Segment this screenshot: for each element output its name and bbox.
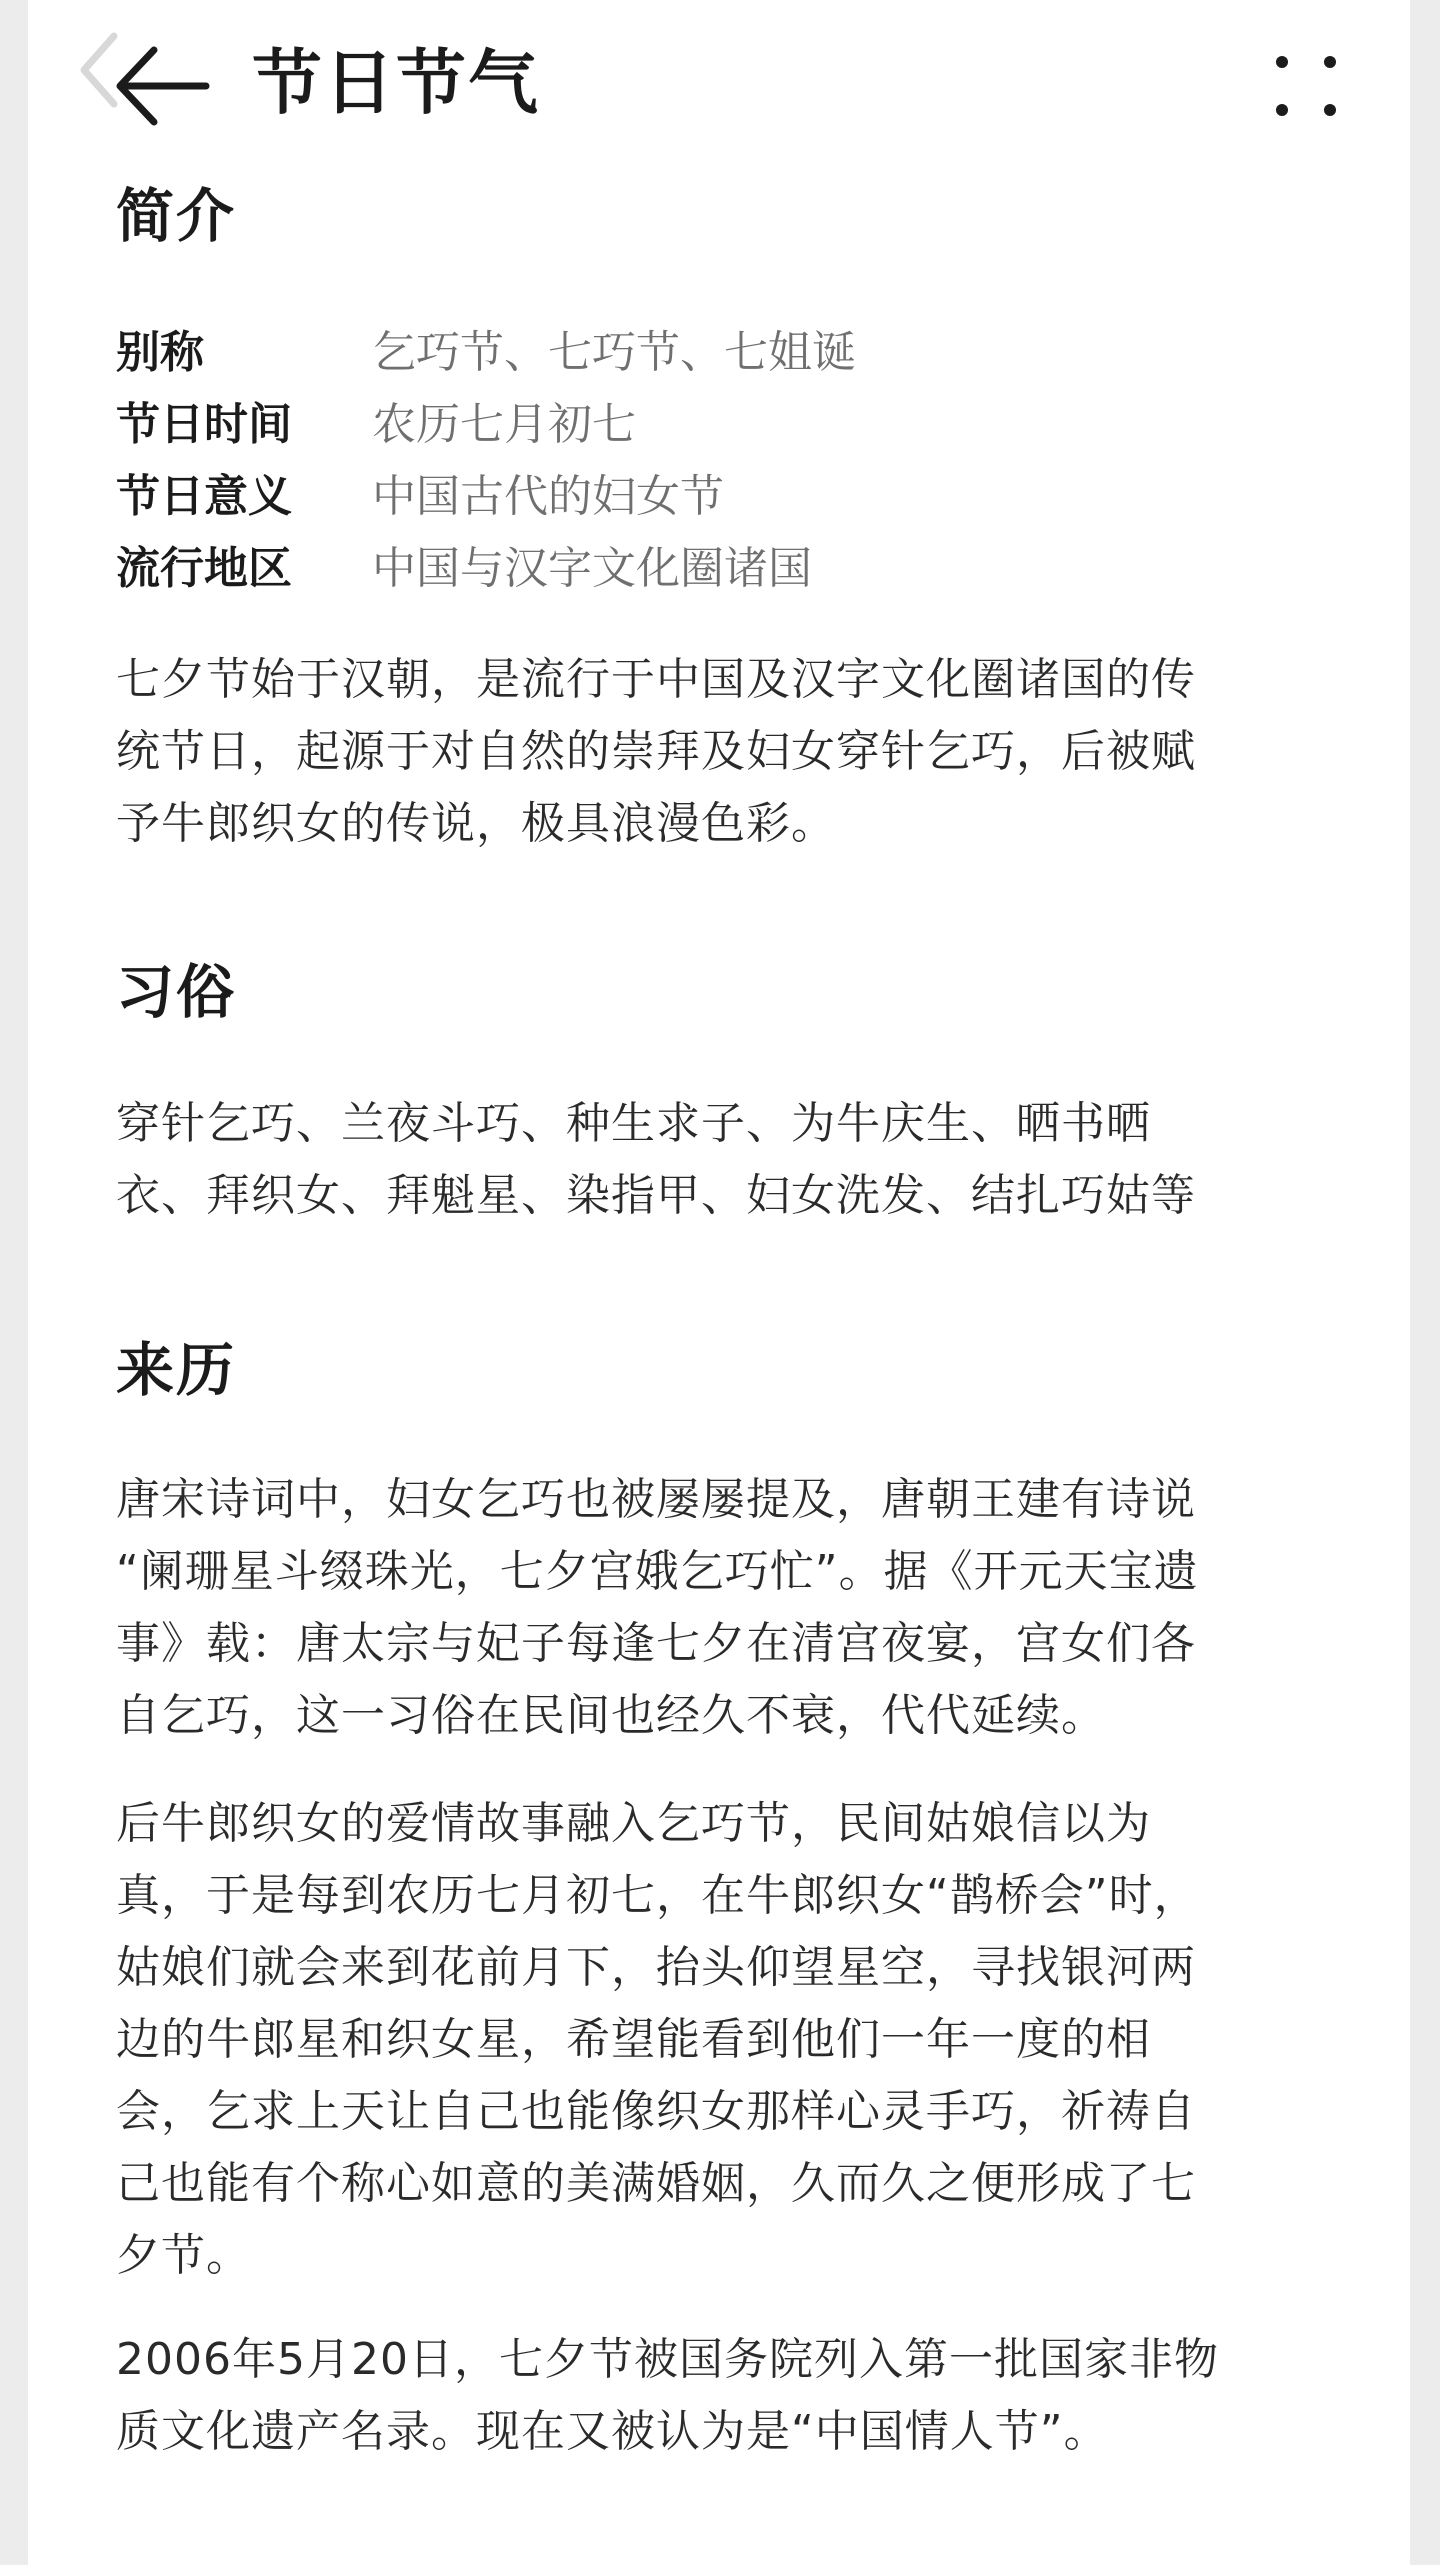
- paragraph-line: 自乞巧，这一习俗在民间也经久不衰，代代延续。: [116, 1690, 1106, 1741]
- info-label: 节日意义: [116, 471, 292, 522]
- info-value: 中国与汉字文化圈诸国: [372, 543, 812, 594]
- paragraph-line: 2006年5月20日，七夕节被国务院列入第一批国家非物: [116, 2334, 1219, 2385]
- info-value: 农历七月初七: [372, 399, 636, 450]
- paragraph-line: 边的牛郎星和织女星，希望能看到他们一年一度的相: [116, 2014, 1151, 2065]
- screen: [28, 0, 1410, 2565]
- origin-paragraph-2: [116, 1788, 1346, 2292]
- paragraph-line: “阑珊星斗缀珠光，七夕宫娥乞巧忙”。据《开元天宝遗: [116, 1546, 1199, 1597]
- back-button[interactable]: [108, 38, 218, 134]
- paragraph-line: 己也能有个称心如意的美满婚姻，久而久之便形成了七: [116, 2158, 1196, 2209]
- info-label: 别称: [116, 327, 204, 378]
- intro-heading: 简介: [116, 182, 237, 250]
- origin-paragraph-3: [116, 2324, 1346, 2468]
- info-value: 中国古代的妇女节: [372, 471, 724, 522]
- intro-paragraph: [116, 644, 1346, 860]
- paragraph-line: 质文化遗产名录。现在又被认为是“中国情人节”。: [116, 2406, 1109, 2457]
- paragraph-line: 唐宋诗词中，妇女乞巧也被屡屡提及，唐朝王建有诗说: [116, 1474, 1196, 1525]
- paragraph-line: 予牛郎织女的传说，极具浪漫色彩。: [116, 798, 836, 849]
- paragraph-line: 统节日，起源于对自然的崇拜及妇女穿针乞巧，后被赋: [116, 726, 1196, 777]
- paragraph-line: 衣、拜织女、拜魁星、染指甲、妇女洗发、结扎巧姑等: [116, 1170, 1196, 1221]
- more-options-button[interactable]: [1268, 48, 1348, 128]
- four-dot-menu-icon: [1268, 48, 1348, 128]
- paragraph-line: 七夕节始于汉朝，是流行于中国及汉字文化圈诸国的传: [116, 654, 1196, 705]
- paragraph-line: 后牛郎织女的爱情故事融入乞巧节，民间姑娘信以为: [116, 1798, 1151, 1849]
- origin-heading: 来历: [116, 1336, 237, 1404]
- top-app-bar: [28, 0, 1410, 160]
- info-label: 流行地区: [116, 543, 292, 594]
- paragraph-line: 夕节。: [116, 2230, 251, 2281]
- info-label: 节日时间: [116, 399, 292, 450]
- origin-paragraph-1: [116, 1464, 1346, 1752]
- customs-paragraph: [116, 1088, 1346, 1232]
- back-arrow-icon: [108, 38, 218, 134]
- info-value: 乞巧节、七巧节、七姐诞: [372, 327, 856, 378]
- paragraph-line: 会，乞求上天让自己也能像织女那样心灵手巧，祈祷自: [116, 2086, 1196, 2137]
- paragraph-line: 穿针乞巧、兰夜斗巧、种生求子、为牛庆生、晒书晒: [116, 1098, 1151, 1149]
- paragraph-line: 事》载：唐太宗与妃子每逢七夕在清宫夜宴，宫女们各: [116, 1618, 1196, 1669]
- customs-heading: 习俗: [116, 958, 237, 1026]
- paragraph-line: 姑娘们就会来到花前月下，抬头仰望星空，寻找银河两: [116, 1942, 1196, 1993]
- page-title: 节日节气: [252, 42, 540, 124]
- paragraph-line: 真，于是每到农历七月初七，在牛郎织女“鹊桥会”时，: [116, 1870, 1199, 1921]
